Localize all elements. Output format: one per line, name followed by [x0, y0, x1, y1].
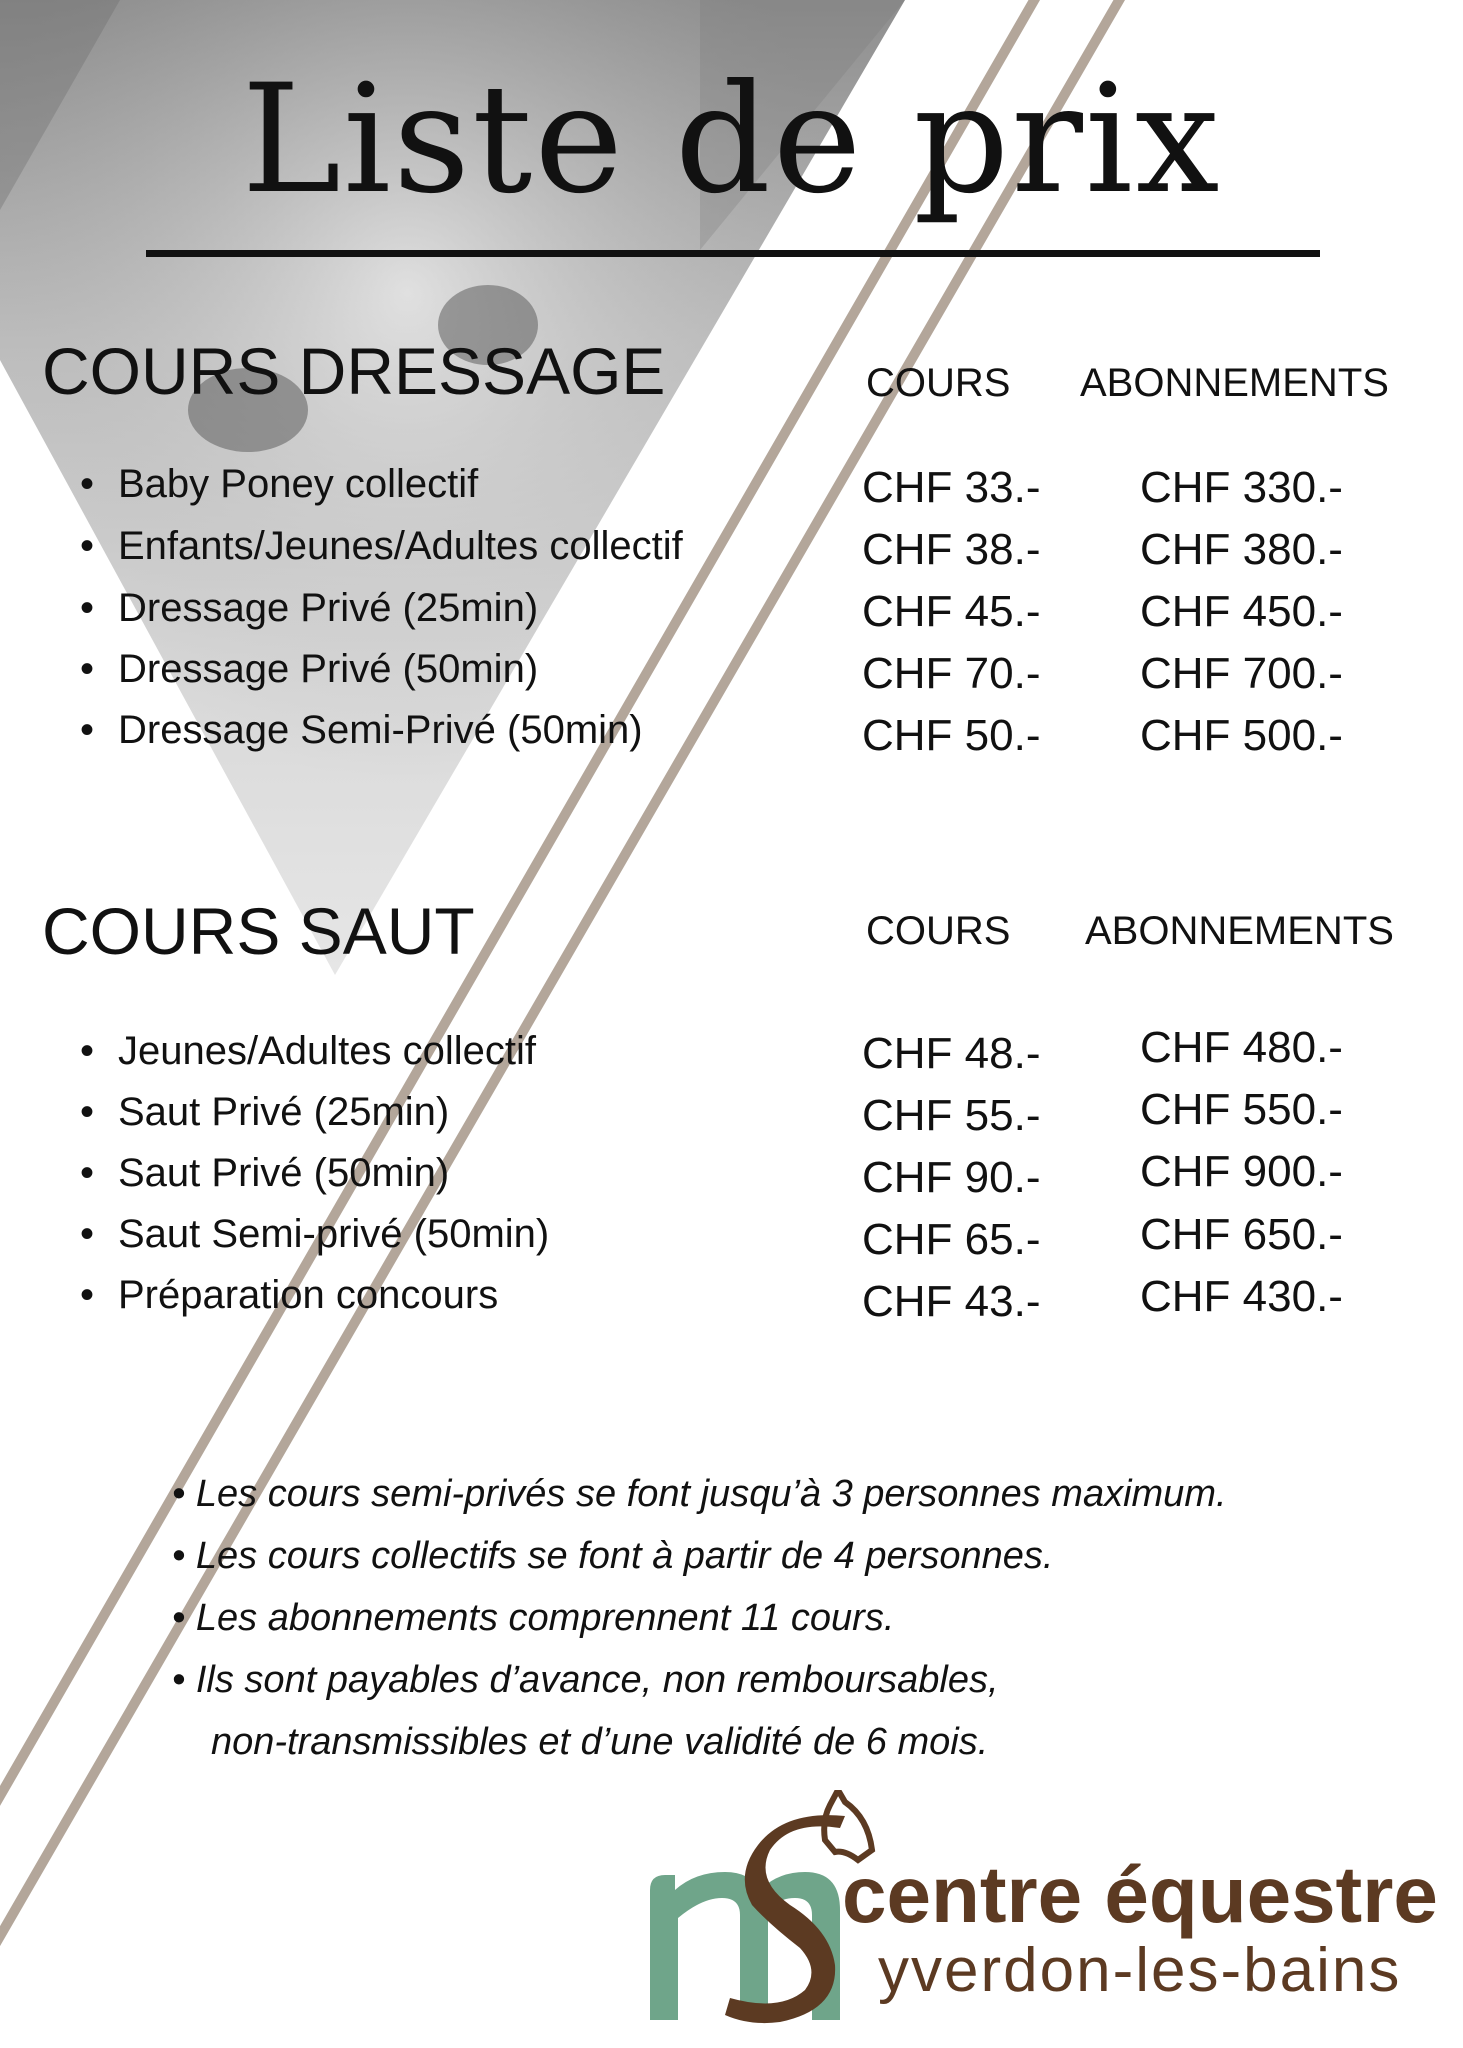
section-title-dressage: COURS DRESSAGE	[42, 334, 666, 408]
price-cours: CHF 65.-	[862, 1215, 1041, 1264]
note-item: • Les cours semi-privés se font jusqu’à 3 personnes maximum.	[172, 1473, 1227, 1515]
price-row-label: • Dressage Privé (50min)	[80, 647, 539, 691]
page-title: Liste de prix	[241, 53, 1222, 227]
note-item: • Ils sont payables d’avance, non remboursables,	[172, 1659, 999, 1701]
price-cours: CHF 45.-	[862, 587, 1041, 636]
price-row-label: • Dressage Privé (25min)	[80, 586, 539, 630]
price-row-label: • Préparation concours	[80, 1273, 499, 1317]
price-abonnement: CHF 900.-	[1140, 1147, 1343, 1196]
column-header-cours: COURS	[866, 909, 1011, 953]
price-cours: CHF 48.-	[862, 1029, 1041, 1078]
price-abonnement: CHF 330.-	[1140, 463, 1343, 512]
price-row-label: • Saut Privé (50min)	[80, 1151, 450, 1195]
price-abonnement: CHF 380.-	[1140, 525, 1343, 574]
price-abonnement: CHF 450.-	[1140, 587, 1343, 636]
price-cours: CHF 38.-	[862, 525, 1041, 574]
price-abonnement: CHF 480.-	[1140, 1023, 1343, 1072]
price-cours: CHF 90.-	[862, 1153, 1041, 1202]
price-cours: CHF 55.-	[862, 1091, 1041, 1140]
price-cours: CHF 50.-	[862, 711, 1041, 760]
logo-line-1: centre équestre	[842, 1850, 1438, 1939]
note-item: • Les abonnements comprennent 11 cours.	[172, 1597, 895, 1639]
price-abonnement: CHF 500.-	[1140, 711, 1343, 760]
column-header-abonnements: ABONNEMENTS	[1085, 909, 1394, 953]
note-item-continued: non-transmissibles et d’une validité de 6 mois.	[211, 1721, 989, 1763]
price-row-label: • Saut Semi-privé (50min)	[80, 1212, 550, 1256]
price-cours: CHF 70.-	[862, 649, 1041, 698]
section-title-saut: COURS SAUT	[42, 894, 475, 968]
price-abonnement: CHF 650.-	[1140, 1210, 1343, 1259]
price-cours: CHF 33.-	[862, 463, 1041, 512]
column-header-abonnements: ABONNEMENTS	[1080, 361, 1389, 405]
price-abonnement: CHF 430.-	[1140, 1272, 1343, 1321]
note-item: • Les cours collectifs se font à partir de 4 personnes.	[172, 1535, 1054, 1577]
price-row-label: • Enfants/Jeunes/Adultes collectif	[80, 524, 683, 568]
price-row-label: • Jeunes/Adultes collectif	[80, 1029, 537, 1073]
price-row-label: • Baby Poney collectif	[80, 462, 479, 506]
logo-line-2: yverdon-les-bains	[878, 1936, 1402, 2005]
title-divider	[146, 250, 1320, 257]
price-abonnement: CHF 550.-	[1140, 1085, 1343, 1134]
price-row-label: • Saut Privé (25min)	[80, 1090, 450, 1134]
column-header-cours: COURS	[866, 361, 1011, 405]
price-abonnement: CHF 700.-	[1140, 649, 1343, 698]
price-cours: CHF 43.-	[862, 1277, 1041, 1326]
price-row-label: • Dressage Semi-Privé (50min)	[80, 708, 643, 752]
